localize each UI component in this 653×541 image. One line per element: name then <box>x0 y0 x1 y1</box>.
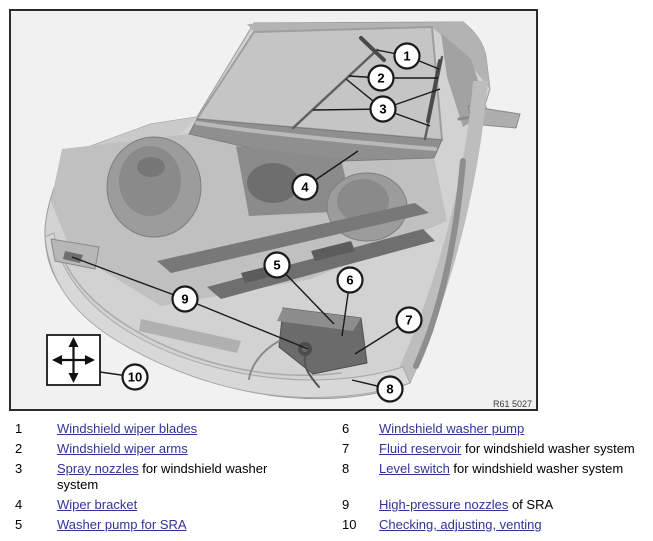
callout-7-number: 7 <box>405 312 413 328</box>
legend-item-5 <box>0 515 327 535</box>
legend-item-8 <box>327 459 653 495</box>
legend-item-9 <box>327 495 653 515</box>
legend-number: 1 <box>15 421 23 436</box>
legend-number: 10 <box>342 517 357 532</box>
link-windshield-wiper-blades[interactable]: Windshield wiper blades <box>57 421 198 436</box>
car-illustration <box>45 22 520 399</box>
legend-item-7 <box>327 439 653 459</box>
link-level-switch[interactable]: Level switch <box>379 461 450 476</box>
car-diagram <box>11 11 536 409</box>
callout-5-number: 5 <box>273 257 281 273</box>
legend-item-1 <box>0 419 327 439</box>
callout-2-number: 2 <box>377 70 385 86</box>
callout-3-number: 3 <box>379 101 387 117</box>
callout-9-number: 9 <box>181 291 189 307</box>
link-wiper-bracket[interactable]: Wiper bracket <box>57 497 138 512</box>
legend-item-10 <box>327 515 653 535</box>
legend-rest: of SRA <box>508 497 554 512</box>
link-spray-nozzles[interactable]: Spray nozzles <box>57 461 139 476</box>
figure-frame <box>9 9 538 411</box>
link-checking-adjusting-venting[interactable]: Checking, adjusting, venting <box>379 517 542 532</box>
legend-rest: for windshield washer system <box>57 461 268 492</box>
direction-compass <box>47 335 100 385</box>
legend-rest: for windshield washer system <box>449 461 624 476</box>
legend-number: 3 <box>15 461 23 476</box>
legend-number: 7 <box>342 441 350 456</box>
legend-number: 8 <box>342 461 350 476</box>
link-windshield-wiper-arms[interactable]: Windshield wiper arms <box>57 441 188 456</box>
callout-1-number: 1 <box>403 48 411 64</box>
legend-number: 2 <box>15 441 23 456</box>
callout-6-number: 6 <box>346 272 354 288</box>
legend-number: 5 <box>15 517 23 532</box>
link-high-pressure-nozzles[interactable]: High-pressure nozzles <box>379 497 509 512</box>
link-fluid-reservoir[interactable]: Fluid reservoir <box>379 441 462 456</box>
legend-item-6 <box>327 419 653 439</box>
legend <box>0 419 653 535</box>
link-washer-pump-for-sra[interactable]: Washer pump for SRA <box>57 517 187 532</box>
legend-rest: for windshield washer system <box>461 441 635 456</box>
legend-item-4 <box>0 495 327 515</box>
legend-item-2 <box>0 439 327 459</box>
legend-number: 6 <box>342 421 350 436</box>
callout-8-number: 8 <box>386 381 394 397</box>
link-windshield-washer-pump[interactable]: Windshield washer pump <box>379 421 525 436</box>
legend-item-3 <box>0 459 327 495</box>
legend-number: 4 <box>15 497 23 512</box>
callout-10 <box>100 365 148 390</box>
legend-number: 9 <box>342 497 350 512</box>
callout-4-number: 4 <box>301 179 309 195</box>
callout-10-number: 10 <box>127 369 143 385</box>
figure-ref-number: R61 5027 <box>492 399 532 409</box>
